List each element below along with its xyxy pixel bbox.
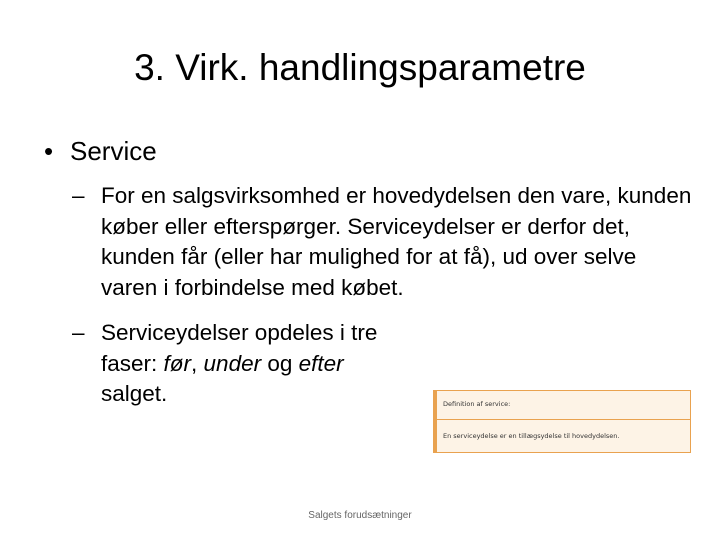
bullet-text: Service [70, 136, 157, 166]
slide-footer: Salgets forudsætninger [308, 510, 412, 521]
phase-before: før [163, 350, 192, 376]
definition-body: En serviceydelse er en tillægsydelse til hovedydelsen. [443, 432, 620, 440]
slide-title: 3. Virk. handlingsparametre [134, 47, 586, 88]
bullet-marker: • [44, 136, 54, 166]
phase-after: efter [298, 350, 344, 376]
phases-text-part: Serviceydelser opdeles i tre faser: [101, 320, 378, 376]
sub-bullet-dash: – [72, 320, 85, 345]
definition-heading: Definition af service: [443, 400, 511, 408]
sub-bullet-phases [72, 318, 402, 410]
sub-bullet-definition [72, 181, 692, 303]
definition-box [433, 390, 691, 453]
sub-bullet-text: For en salgsvirksomhed er hovedydelsen den vare, kunden køber eller efterspørger. Serviceydelser er derfor det, kunden får (eller har mulighed for at få), ud over selve varen i forbindelse med købet. [101, 183, 692, 300]
phases-text-part: salget. [101, 381, 168, 406]
phases-text-part: og [261, 350, 299, 376]
sub-bullet-dash: – [72, 183, 85, 208]
bullet-service [44, 134, 157, 168]
sub-bullet-text [72, 318, 402, 410]
definition-divider [437, 419, 690, 420]
phases-text-part: , [191, 350, 204, 376]
phase-during: under [203, 350, 262, 376]
